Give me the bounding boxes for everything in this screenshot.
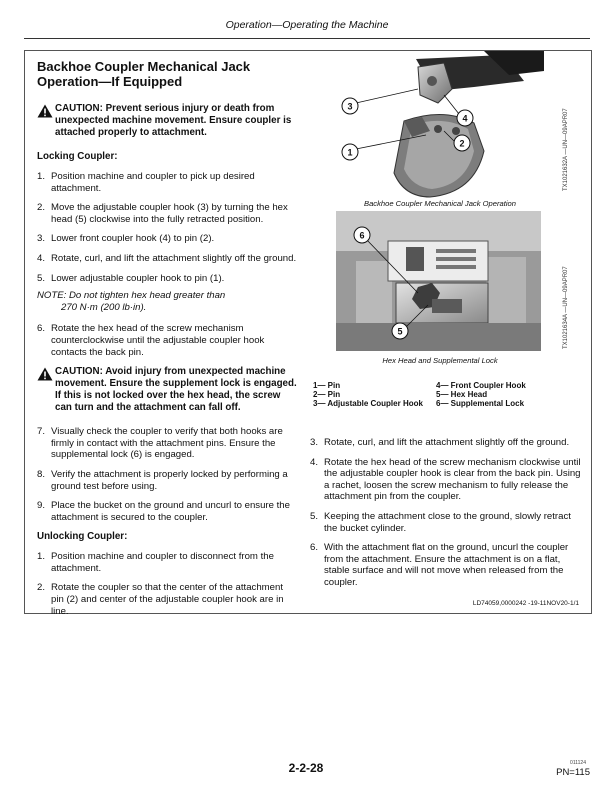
caution-text-1: CAUTION: Prevent serious injury or death from unexpected machine movement. Ensure coupler is attached properly to attachment. <box>55 103 292 138</box>
step-number: 2. <box>37 582 46 594</box>
unlocking-steps-left <box>37 551 297 617</box>
svg-text:1: 1 <box>347 147 353 158</box>
caution-block-2 <box>37 366 297 414</box>
list-item <box>37 171 297 194</box>
warning-triangle-icon <box>37 104 55 139</box>
list-item <box>37 202 297 225</box>
figure-hex-head-lock <box>336 211 541 351</box>
list-item <box>310 511 582 534</box>
step-number: 1. <box>37 551 46 563</box>
step-number: 6. <box>37 323 46 335</box>
callout-4 <box>457 110 473 126</box>
list-item <box>37 469 297 492</box>
step-text: Move the adjustable coupler hook (3) by turning the hex head (5) clockwise into the fully retracted position. <box>51 202 288 225</box>
left-column <box>37 59 297 625</box>
torque-note <box>37 290 297 313</box>
coupler-illustration <box>334 51 544 199</box>
list-item <box>310 542 582 588</box>
list-item <box>310 437 582 449</box>
pn-number: PN=115 <box>556 767 590 778</box>
step-number: 2. <box>37 202 46 214</box>
note-line2: 270 N·m (200 lb·in). <box>61 301 147 313</box>
legend-row <box>313 399 573 408</box>
callout-6 <box>354 227 370 243</box>
document-code: LD74059,0000242 -19-11NOV20-1/1 <box>472 600 579 607</box>
step-number: 7. <box>37 426 46 438</box>
section-title-line2: Operation—If Equipped <box>37 74 183 89</box>
step-number: 4. <box>310 456 319 468</box>
svg-text:4: 4 <box>462 113 468 124</box>
section-title <box>37 59 297 89</box>
locking-heading: Locking Coupler: <box>37 151 118 162</box>
legend-item: 4— Front Coupler Hook <box>436 381 526 390</box>
figure-coupler-operation <box>334 51 544 199</box>
svg-text:5: 5 <box>397 326 403 337</box>
unlocking-heading: Unlocking Coupler: <box>37 531 128 543</box>
note-line1: NOTE: Do not tighten hex head greater than <box>37 290 226 302</box>
step-number: 3. <box>37 233 46 245</box>
callout-5 <box>392 323 408 339</box>
legend-item: 3— Adjustable Coupler Hook <box>313 399 423 409</box>
footer-small-code: 011124 <box>570 760 586 766</box>
svg-text:2: 2 <box>459 138 465 149</box>
step-text: Rotate, curl, and lift the attachment slightly off the ground. <box>51 252 297 264</box>
step-number: 8. <box>37 468 46 480</box>
list-item <box>37 253 297 265</box>
step-text: Position machine and coupler to disconnect from the attachment. <box>51 551 274 574</box>
locking-steps-b <box>37 426 297 523</box>
figure2-id: TX1021634A —UN—09APR07 <box>563 266 569 349</box>
legend-item: 6— Supplemental Lock <box>436 399 525 409</box>
svg-text:3: 3 <box>347 101 353 112</box>
section-title-line1: Backhoe Coupler Mechanical Jack <box>37 59 251 74</box>
caution-block-1 <box>37 103 297 139</box>
step-text: With the attachment flat on the ground, uncurl the coupler from the attachment. Ensure the attachment is on a flat, stable surface and will not move when released from the coupler. <box>324 542 569 588</box>
step-text: Rotate the hex head of the screw mechanism clockwise until the adjustable coupler hook is clear from the back pin. Using a rachet, loosen the screw mechanism to fully release the attachment pin from the coupler. <box>324 456 581 503</box>
list-item <box>37 500 297 523</box>
callout-1 <box>342 144 358 160</box>
header-title: Operation—Operating the Machine <box>225 19 389 31</box>
step-text: Rotate, curl, and lift the attachment slightly off the ground. <box>324 437 570 448</box>
callout-2 <box>454 135 470 151</box>
page-header <box>24 0 590 39</box>
hex-head-illustration <box>336 211 541 351</box>
step-text: Visually check the coupler to verify that both hooks are firmly in contact with the attachment pins. Ensure the supplemental lock (6) is engaged. <box>51 426 283 461</box>
list-item <box>37 582 297 617</box>
step-text: Lower adjustable coupler hook to pin (1). <box>51 272 225 284</box>
step-text: Position machine and coupler to pick up desired attachment. <box>51 171 255 194</box>
legend-row <box>313 381 573 390</box>
step-number: 9. <box>37 500 46 512</box>
step-text: Keeping the attachment close to the ground, slowly retract the bucket cylinder. <box>324 510 571 534</box>
locking-step-6 <box>37 323 297 358</box>
step-number: 4. <box>37 252 46 264</box>
legend-item: 2— Pin <box>313 390 341 400</box>
list-item <box>37 551 297 574</box>
figure2-caption: Hex Head and Supplemental Lock <box>382 356 498 365</box>
step-text: Place the bucket on the ground and uncurl to ensure the attachment is secured to the coupler. <box>51 500 290 523</box>
list-item <box>310 457 582 503</box>
step-number: 3. <box>310 437 319 448</box>
step-text: Verify the attachment is properly locked by performing a ground test before using. <box>51 468 288 492</box>
locking-steps-a <box>37 171 297 284</box>
legend-item: 1— Pin <box>313 381 341 390</box>
figure1-id: TX1021632A —UN—09APR07 <box>563 108 569 191</box>
list-item <box>37 426 297 461</box>
step-text: Rotate the coupler so that the center of the attachment pin (2) and center of the adjustable coupler hook are in line. <box>51 582 284 617</box>
svg-text:6: 6 <box>359 230 365 241</box>
list-item <box>37 233 297 245</box>
step-number: 1. <box>37 171 46 182</box>
figure1-caption: Backhoe Coupler Mechanical Jack Operation <box>364 199 516 208</box>
unlocking-steps-right <box>310 437 582 597</box>
step-number: 6. <box>310 542 319 554</box>
page-number: 2-2-28 <box>288 761 324 775</box>
step-text: Rotate the hex head of the screw mechanism counterclockwise until the adjustable coupler hook contacts the back pin. <box>51 323 265 358</box>
figure-legend <box>313 381 573 409</box>
step-number: 5. <box>310 510 319 522</box>
legend-item: 5— Hex Head <box>436 390 488 400</box>
warning-triangle-icon <box>37 367 55 414</box>
legend-row <box>313 390 573 399</box>
step-text: Lower front coupler hook (4) to pin (2). <box>51 233 215 245</box>
list-item <box>37 323 297 358</box>
list-item <box>37 273 297 285</box>
step-number: 5. <box>37 272 46 284</box>
callout-3 <box>342 98 358 114</box>
content-frame <box>24 50 592 617</box>
caution-text-2: CAUTION: Avoid injury from unexpected machine movement. Ensure the supplement lock is engaged. If this is not locked over the hex head, the screw can turn and the attachment can fall off. <box>55 366 297 414</box>
